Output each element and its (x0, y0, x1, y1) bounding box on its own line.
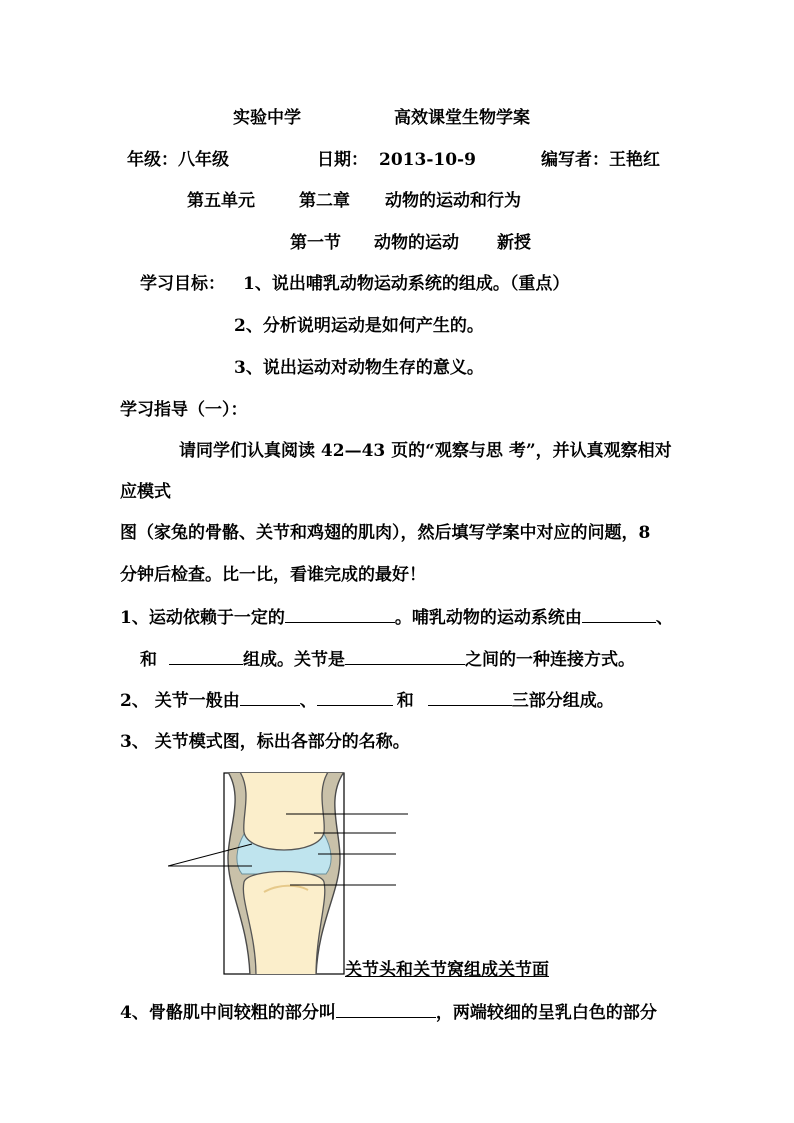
upper-bone (240, 772, 328, 850)
answer-blank[interactable] (336, 1000, 436, 1018)
question-1-text-f: 之间的一种连接方式。 (465, 650, 635, 670)
document-title: 高效课堂生物学案 (394, 108, 530, 128)
lesson-type: 新授 (497, 233, 531, 253)
question-2-text-c: 和 (396, 691, 414, 711)
author-label: 编写者：王艳红 (541, 150, 660, 170)
objective-3: 3、说出运动对动物生存的意义。 (234, 358, 484, 378)
guide-paragraph-line-1: 请同学们认真阅读 42—43 页的“观察与思 考”，并认真观察相对 (179, 441, 672, 461)
guide-paragraph-line-2: 应模式 (120, 482, 171, 502)
answer-blank[interactable] (428, 688, 512, 706)
section-title: 动物的运动 (374, 233, 459, 253)
guide-heading: 学习指导（一）： (120, 400, 248, 420)
answer-blank[interactable] (317, 688, 393, 706)
chapter-label: 第二章 (299, 191, 350, 211)
question-1-text-c: 、 (655, 608, 673, 628)
answer-blank[interactable] (345, 647, 465, 665)
objective-2: 2、分析说明运动是如何产生的。 (234, 316, 484, 336)
question-2 (120, 688, 614, 713)
question-1-text-e: 组成。关节是 (243, 650, 345, 670)
grade-label: 年级：八年级 (127, 150, 229, 170)
joint-diagram (168, 772, 418, 977)
answer-blank[interactable] (582, 605, 656, 623)
figure-caption: 关节头和关节窝组成关节面 (345, 960, 549, 980)
answer-blank[interactable] (240, 688, 300, 706)
chapter-title: 动物的运动和行为 (385, 191, 521, 211)
question-2-text-d: 三部分组成。 (511, 691, 614, 711)
date-label: 日期： (317, 150, 368, 170)
question-1-text-d: 和 (140, 650, 157, 670)
lower-bone (243, 872, 324, 977)
section-label: 第一节 (290, 233, 341, 253)
question-2-text-b: 、 (299, 691, 317, 711)
objective-1: 1、说出哺乳动物运动系统的组成。（重点） (243, 274, 570, 294)
question-2-text-a: 2、 关节一般由 (120, 691, 240, 711)
guide-paragraph-line-3: 图（家兔的骨骼、关节和鸡翅的肌肉），然后填写学案中对应的问题，8 (120, 523, 651, 543)
answer-blank[interactable] (169, 647, 243, 665)
question-4 (120, 1000, 657, 1025)
question-4-text-b: ，两端较细的呈乳白色的部分 (435, 1003, 657, 1023)
date-value: 2013-10-9 (379, 150, 476, 170)
question-1-line-1 (120, 605, 673, 630)
question-1-line-2 (140, 647, 635, 672)
question-4-text-a: 4、骨骼肌中间较粗的部分叫 (120, 1003, 336, 1023)
answer-blank[interactable] (285, 605, 395, 623)
question-1-text-a: 1、运动依赖于一定的 (120, 608, 285, 628)
school-name: 实验中学 (233, 108, 301, 128)
question-3: 3、 关节模式图，标出各部分的名称。 (120, 732, 410, 752)
question-1-text-b: 。哺乳动物的运动系统由 (394, 608, 582, 628)
unit-label: 第五单元 (187, 191, 255, 211)
guide-paragraph-line-4: 分钟后检查。比一比，看谁完成的最好！ (120, 565, 426, 585)
objectives-label: 学习目标： (140, 274, 225, 294)
